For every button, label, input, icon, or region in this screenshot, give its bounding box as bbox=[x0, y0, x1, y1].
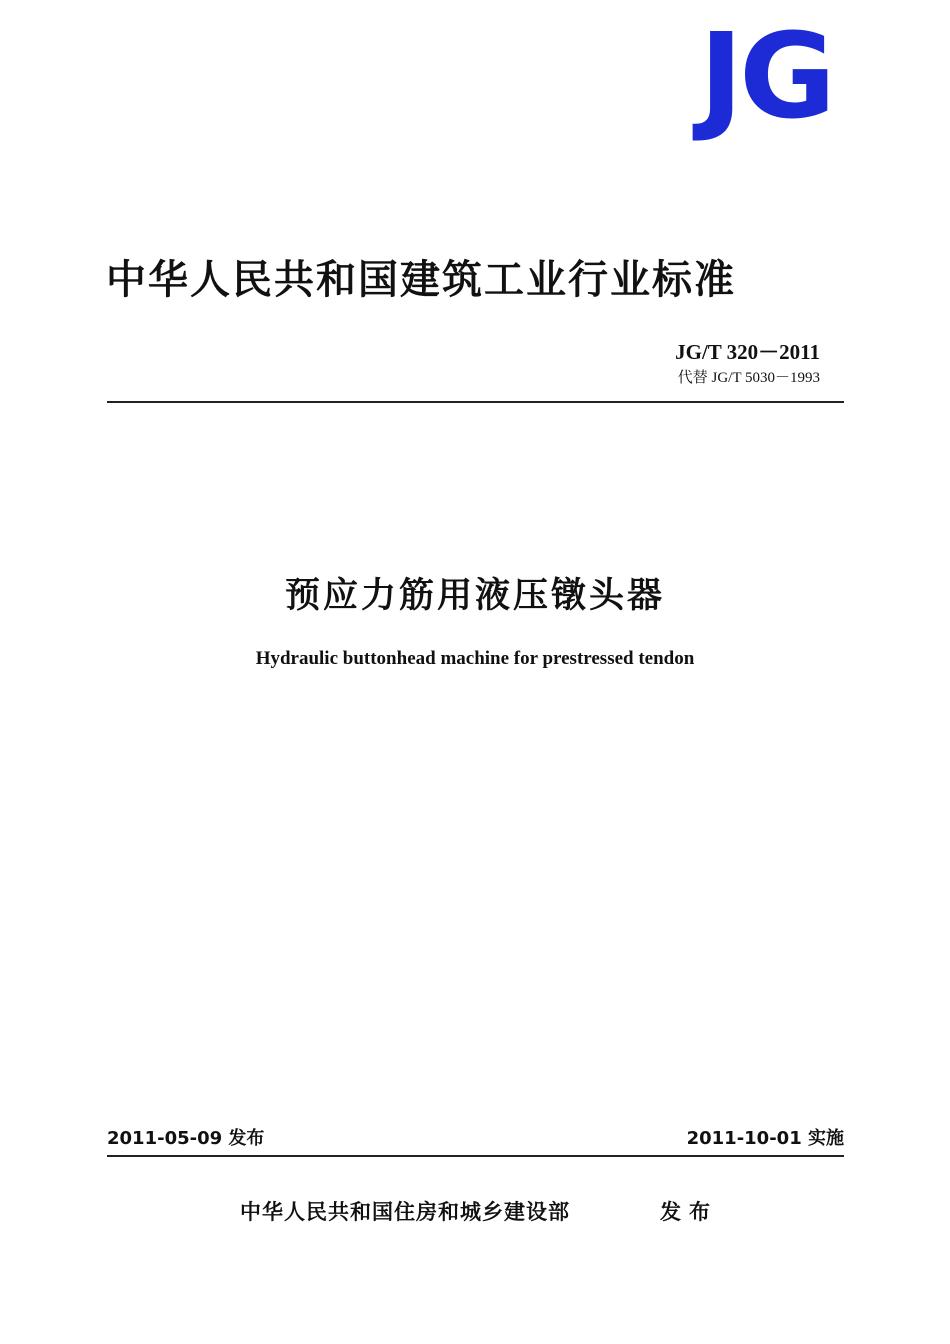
implementation-date: 2011-10-01 实施 bbox=[686, 1128, 844, 1149]
standard-category: 中华人民共和国建筑工业行业标准 bbox=[106, 257, 736, 303]
jg-logo: JG bbox=[699, 7, 832, 145]
replaces-standard: 代替 JG/T 5030－1993 bbox=[677, 370, 820, 386]
issue-date: 2011-05-09 发布 bbox=[107, 1128, 265, 1149]
bottom-divider bbox=[107, 1155, 844, 1157]
issue-label: 发布 bbox=[660, 1200, 718, 1224]
document-title-chinese: 预应力筋用液压镦头器 bbox=[284, 576, 665, 616]
issuing-authority: 中华人民共和国住房和城乡建设部 bbox=[240, 1200, 570, 1224]
standard-number: JG/T 320－2011 bbox=[675, 340, 820, 364]
top-divider bbox=[107, 401, 844, 403]
document-title-english: Hydraulic buttonhead machine for prestressed tendon bbox=[255, 648, 695, 669]
